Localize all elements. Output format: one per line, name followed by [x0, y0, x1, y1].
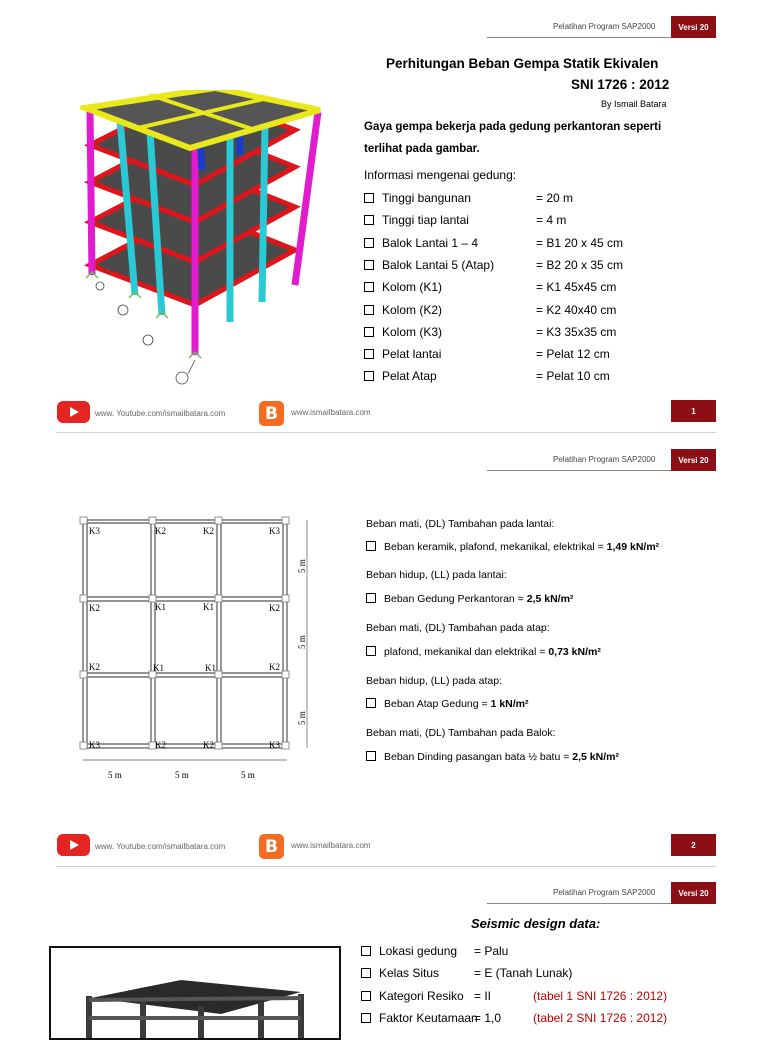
checkbox-icon	[361, 946, 371, 956]
dimension-label: 5 m	[297, 559, 307, 573]
seismic-reference: (tabel 1 SNI 1726 : 2012)	[533, 989, 668, 1003]
dimension-label: 5 m	[175, 770, 189, 780]
checkbox-icon	[364, 327, 374, 337]
header-program: Pelatihan Program SAP2000	[553, 22, 656, 31]
info-value: = B2 20 x 35 cm	[536, 258, 624, 272]
checkbox-icon	[366, 541, 376, 551]
plan-label-k2: K2	[155, 526, 166, 536]
building-3d-illustration	[80, 90, 340, 390]
page1-subtitle: SNI 1726 : 2012	[571, 77, 670, 92]
checkbox-icon	[364, 215, 374, 225]
seismic-value: = Palu	[474, 944, 509, 958]
load-item: Beban keramik, plafond, mekanikal, elektrikal = 1,49 kN/m²	[366, 541, 659, 553]
version-badge: Versi 20	[671, 16, 716, 38]
info-item: Kolom (K2)	[364, 303, 442, 317]
plan-label-k2: K2	[269, 662, 280, 672]
page3-title: Seismic design data:	[471, 916, 601, 931]
plan-label-k2: K2	[269, 603, 280, 613]
page-number: 2	[671, 834, 716, 856]
load-heading: Beban mati, (DL) Tambahan pada lantai:	[366, 518, 555, 530]
info-value: = K2 40x40 cm	[536, 303, 617, 317]
seismic-value: = II	[474, 989, 492, 1003]
info-item: Balok Lantai 5 (Atap)	[364, 258, 494, 272]
page-separator	[56, 432, 716, 433]
load-heading: Beban mati, (DL) Tambahan pada Balok:	[366, 727, 556, 739]
load-heading: Beban mati, (DL) Tambahan pada atap:	[366, 622, 550, 634]
info-value: = K3 35x35 cm	[536, 325, 617, 339]
plan-label-k1: K1	[153, 663, 164, 673]
page-number: 1	[671, 400, 716, 422]
seismic-item: Kelas Situs	[361, 966, 439, 980]
page1-title: Perhitungan Beban Gempa Statik Ekivalen	[386, 56, 659, 71]
plan-label-k2: K2	[155, 740, 166, 750]
info-value: = 20 m	[536, 191, 574, 205]
info-item: Tinggi bangunan	[364, 191, 471, 205]
info-value: = Pelat 12 cm	[536, 347, 610, 361]
plan-label-k3: K3	[269, 526, 280, 536]
info-value: = 4 m	[536, 213, 567, 227]
page1-author: By Ismail Batara	[601, 99, 667, 109]
load-item: Beban Gedung Perkantoran = 2,5 kN/m²	[366, 593, 573, 605]
info-item: Kolom (K1)	[364, 280, 442, 294]
plan-label-k3: K3	[89, 740, 100, 750]
info-value: = K1 45x45 cm	[536, 280, 617, 294]
blogger-icon[interactable]: B	[259, 834, 284, 859]
checkbox-icon	[364, 349, 374, 359]
plan-label-k1: K1	[203, 602, 214, 612]
plan-label-k2: K2	[89, 603, 100, 613]
info-item: Kolom (K3)	[364, 325, 442, 339]
checkbox-icon	[364, 260, 374, 270]
youtube-link[interactable]: www. Youtube.com/ismailbatara.com	[95, 842, 226, 851]
info-item: Balok Lantai 1 – 4	[364, 236, 478, 250]
seismic-item: Faktor Keutamaan	[361, 1011, 478, 1025]
checkbox-icon	[361, 991, 371, 1001]
header-program: Pelatihan Program SAP2000	[553, 888, 656, 897]
checkbox-icon	[366, 698, 376, 708]
dimension-label: 5 m	[108, 770, 122, 780]
version-badge: Versi 20	[671, 882, 716, 904]
load-item: plafond, mekanikal dan elektrikal = 0,73 kN/m²	[366, 646, 601, 658]
checkbox-icon	[364, 193, 374, 203]
youtube-icon[interactable]	[57, 401, 90, 423]
youtube-link[interactable]: www. Youtube.com/ismailbatara.com	[95, 409, 226, 418]
frame-3d-illustration	[51, 948, 339, 1038]
plan-label-k2: K2	[203, 526, 214, 536]
plan-label-k3: K3	[89, 526, 100, 536]
seismic-value: = E (Tanah Lunak)	[474, 966, 573, 980]
dimension-label: 5 m	[297, 635, 307, 649]
info-value: = Pelat 10 cm	[536, 369, 610, 383]
version-badge: Versi 20	[671, 449, 716, 471]
load-heading: Beban hidup, (LL) pada lantai:	[366, 569, 507, 581]
checkbox-icon	[366, 751, 376, 761]
youtube-icon[interactable]	[57, 834, 90, 856]
checkbox-icon	[364, 238, 374, 248]
plan-label-k2: K2	[203, 740, 214, 750]
seismic-reference: (tabel 2 SNI 1726 : 2012)	[533, 1011, 668, 1025]
plan-label-k3: K3	[269, 740, 280, 750]
seismic-item: Kategori Resiko	[361, 989, 464, 1003]
load-item: Beban Dinding pasangan bata ½ batu = 2,5 kN/m²	[366, 751, 619, 763]
page1-intro-line1: Gaya gempa bekerja pada gedung perkantoran seperti	[364, 121, 662, 133]
checkbox-icon	[361, 1013, 371, 1023]
blog-link[interactable]: www.ismailbatara.com	[291, 841, 371, 850]
load-item: Beban Atap Gedung = 1 kN/m²	[366, 698, 529, 710]
checkbox-icon	[364, 305, 374, 315]
checkbox-icon	[366, 646, 376, 656]
floor-plan	[75, 515, 325, 785]
info-item: Tinggi tiap lantai	[364, 213, 469, 227]
load-heading: Beban hidup, (LL) pada atap:	[366, 675, 503, 687]
header-program: Pelatihan Program SAP2000	[553, 455, 656, 464]
seismic-item: Lokasi gedung	[361, 944, 457, 958]
plan-label-k2: K2	[89, 662, 100, 672]
blogger-icon[interactable]: B	[259, 401, 284, 426]
seismic-value: = 1,0	[474, 1011, 502, 1025]
frame-3d-image	[49, 946, 341, 1040]
plan-label-k1: K1	[155, 602, 166, 612]
checkbox-icon	[366, 593, 376, 603]
info-value: = B1 20 x 45 cm	[536, 236, 624, 250]
checkbox-icon	[364, 282, 374, 292]
plan-label-k1: K1	[205, 663, 216, 673]
page1-intro-line2: terlihat pada gambar.	[364, 143, 480, 155]
dimension-label: 5 m	[241, 770, 255, 780]
checkbox-icon	[361, 968, 371, 978]
checkbox-icon	[364, 371, 374, 381]
dimension-label: 5 m	[297, 711, 307, 725]
info-item: Pelat Atap	[364, 369, 437, 383]
blog-link[interactable]: www.ismailbatara.com	[291, 408, 371, 417]
page1-info-title: Informasi mengenai gedung:	[364, 168, 517, 182]
info-item: Pelat lantai	[364, 347, 441, 361]
page-separator	[56, 866, 716, 867]
